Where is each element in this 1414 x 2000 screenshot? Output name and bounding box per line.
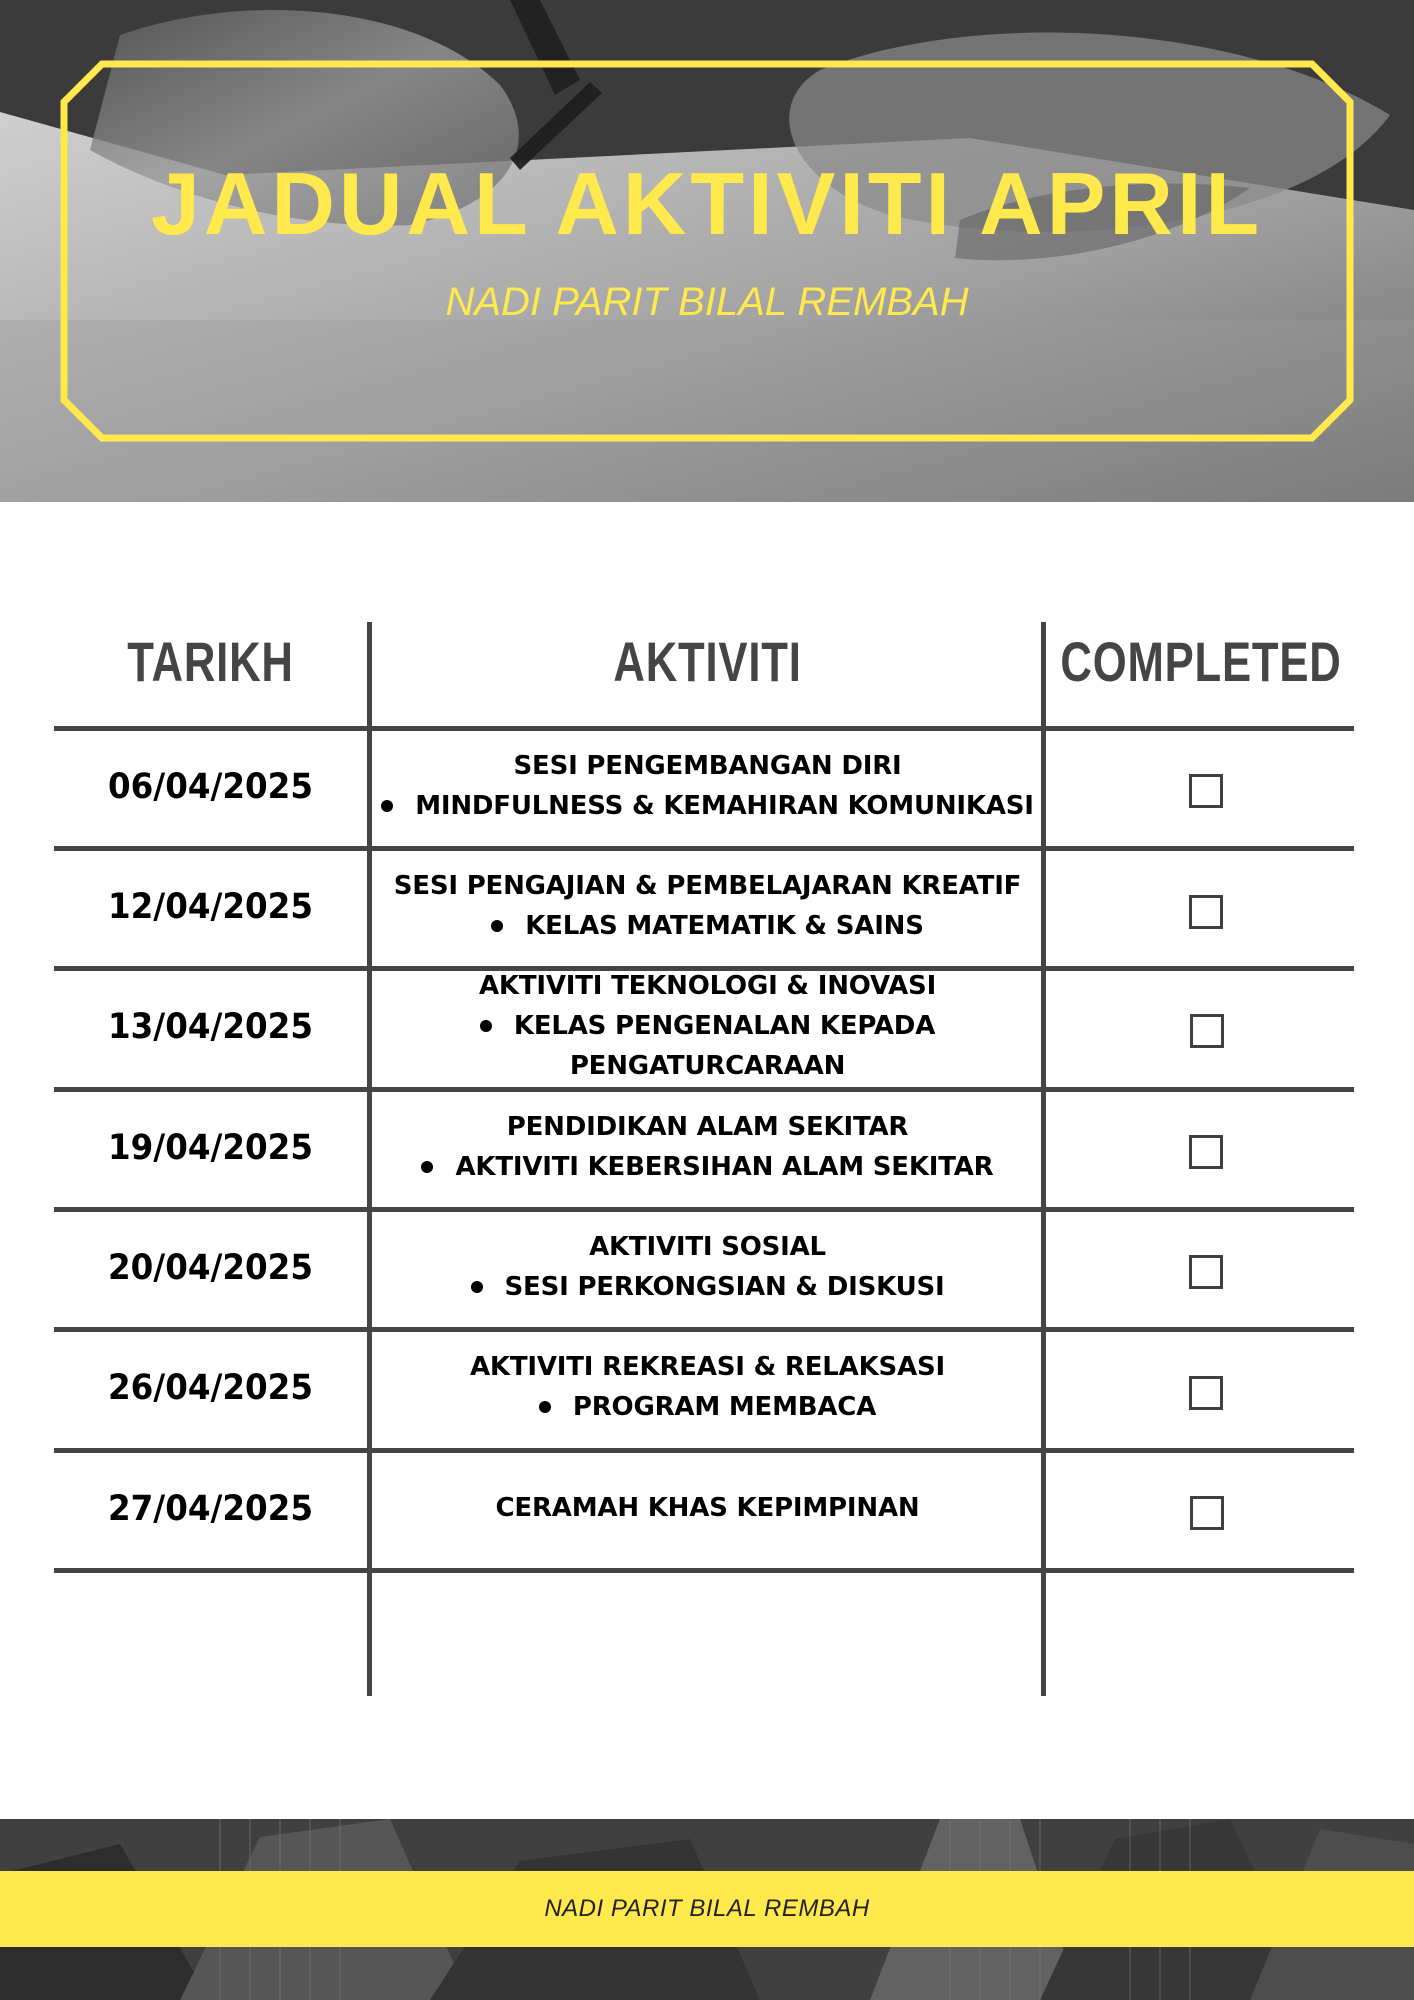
column-divider-activity-completed <box>1041 622 1046 1696</box>
activity-title: SESI PENGAJIAN & PEMBELAJARAN KREATIF <box>393 871 1022 902</box>
date-12-04-2025: 12/04/2025 <box>108 886 313 927</box>
activity-cell-6 <box>374 1333 1041 1443</box>
activity-title: AKTIVITI TEKNOLOGI & INOVASI <box>478 971 937 1002</box>
completed-checkbox-row-6[interactable] <box>1189 1376 1223 1410</box>
date-13-04-2025: 13/04/2025 <box>108 1006 313 1047</box>
activity-title: SESI PENGEMBANGAN DIRI <box>513 751 902 782</box>
activity-bullet <box>374 1388 1041 1428</box>
completed-checkbox-row-3[interactable] <box>1190 1014 1224 1048</box>
page-title: JADUAL AKTIVITI APRIL <box>150 154 1264 253</box>
row-divider <box>54 846 1354 851</box>
row-divider <box>54 1568 1354 1573</box>
footer-text: NADI PARIT BILAL REMBAH <box>544 1895 870 1922</box>
date-06-04-2025: 06/04/2025 <box>108 766 313 807</box>
date-27-04-2025: 27/04/2025 <box>108 1488 313 1529</box>
column-header-completed: COMPLETED <box>1060 630 1342 693</box>
column-divider-date-activity <box>367 622 372 1696</box>
activity-cell-4 <box>374 1093 1041 1203</box>
column-header-aktiviti: AKTIVITI <box>613 630 802 693</box>
activity-bullet <box>374 907 1041 947</box>
bullet-icon <box>471 1281 483 1293</box>
footer-banner <box>0 1819 1414 2000</box>
activity-bullet-text: KELAS MATEMATIK & SAINS <box>525 911 924 941</box>
activity-cell-1 <box>374 732 1041 842</box>
page-subtitle: NADI PARIT BILAL REMBAH <box>445 280 969 324</box>
activity-bullet <box>374 1148 1041 1188</box>
date-19-04-2025: 19/04/2025 <box>108 1127 313 1168</box>
completed-checkbox-row-4[interactable] <box>1189 1135 1223 1169</box>
date-26-04-2025: 26/04/2025 <box>108 1367 313 1408</box>
header-banner <box>0 0 1414 502</box>
footer-yellow-band <box>0 1871 1414 1947</box>
activity-bullet-text: MINDFULNESS & KEMAHIRAN KOMUNIKASI <box>415 791 1034 821</box>
activity-cell-3 <box>374 972 1041 1082</box>
activity-title: AKTIVITI SOSIAL <box>589 1232 826 1263</box>
activity-title: CERAMAH KHAS KEPIMPINAN <box>495 1493 920 1524</box>
row-divider <box>54 1327 1354 1332</box>
completed-checkbox-row-2[interactable] <box>1189 895 1223 929</box>
activity-cell-7 <box>374 1454 1041 1564</box>
activity-cell-5 <box>374 1213 1041 1323</box>
completed-checkbox-row-7[interactable] <box>1190 1496 1224 1530</box>
bullet-icon <box>539 1401 551 1413</box>
activity-bullet-continuation: PENGATURCARAAN <box>569 1050 846 1081</box>
activity-bullet-text: AKTIVITI KEBERSIHAN ALAM SEKITAR <box>455 1152 994 1182</box>
column-header-tarikh: TARIKH <box>127 630 294 693</box>
activity-bullet <box>374 1007 1041 1047</box>
activity-bullet <box>374 1268 1041 1308</box>
completed-checkbox-row-1[interactable] <box>1189 774 1223 808</box>
bullet-icon <box>421 1161 433 1173</box>
activity-bullet-text: KELAS PENGENALAN KEPADA <box>513 1011 936 1042</box>
activity-bullet-text: PROGRAM MEMBACA <box>572 1392 877 1422</box>
row-divider <box>54 1448 1354 1453</box>
activity-cell-2 <box>374 852 1041 962</box>
activity-bullet-text: SESI PERKONGSIAN & DISKUSI <box>504 1272 945 1302</box>
completed-checkbox-row-5[interactable] <box>1189 1255 1223 1289</box>
table-header-divider <box>54 726 1354 731</box>
row-divider <box>54 1087 1354 1092</box>
bullet-icon <box>491 920 503 932</box>
row-divider <box>54 1207 1354 1212</box>
activity-title: AKTIVITI REKREASI & RELAKSASI <box>469 1352 945 1383</box>
activity-bullet <box>374 787 1041 827</box>
activity-title: PENDIDIKAN ALAM SEKITAR <box>506 1112 909 1143</box>
bullet-icon <box>480 1020 492 1032</box>
date-20-04-2025: 20/04/2025 <box>108 1247 313 1288</box>
bullet-icon <box>381 800 393 812</box>
